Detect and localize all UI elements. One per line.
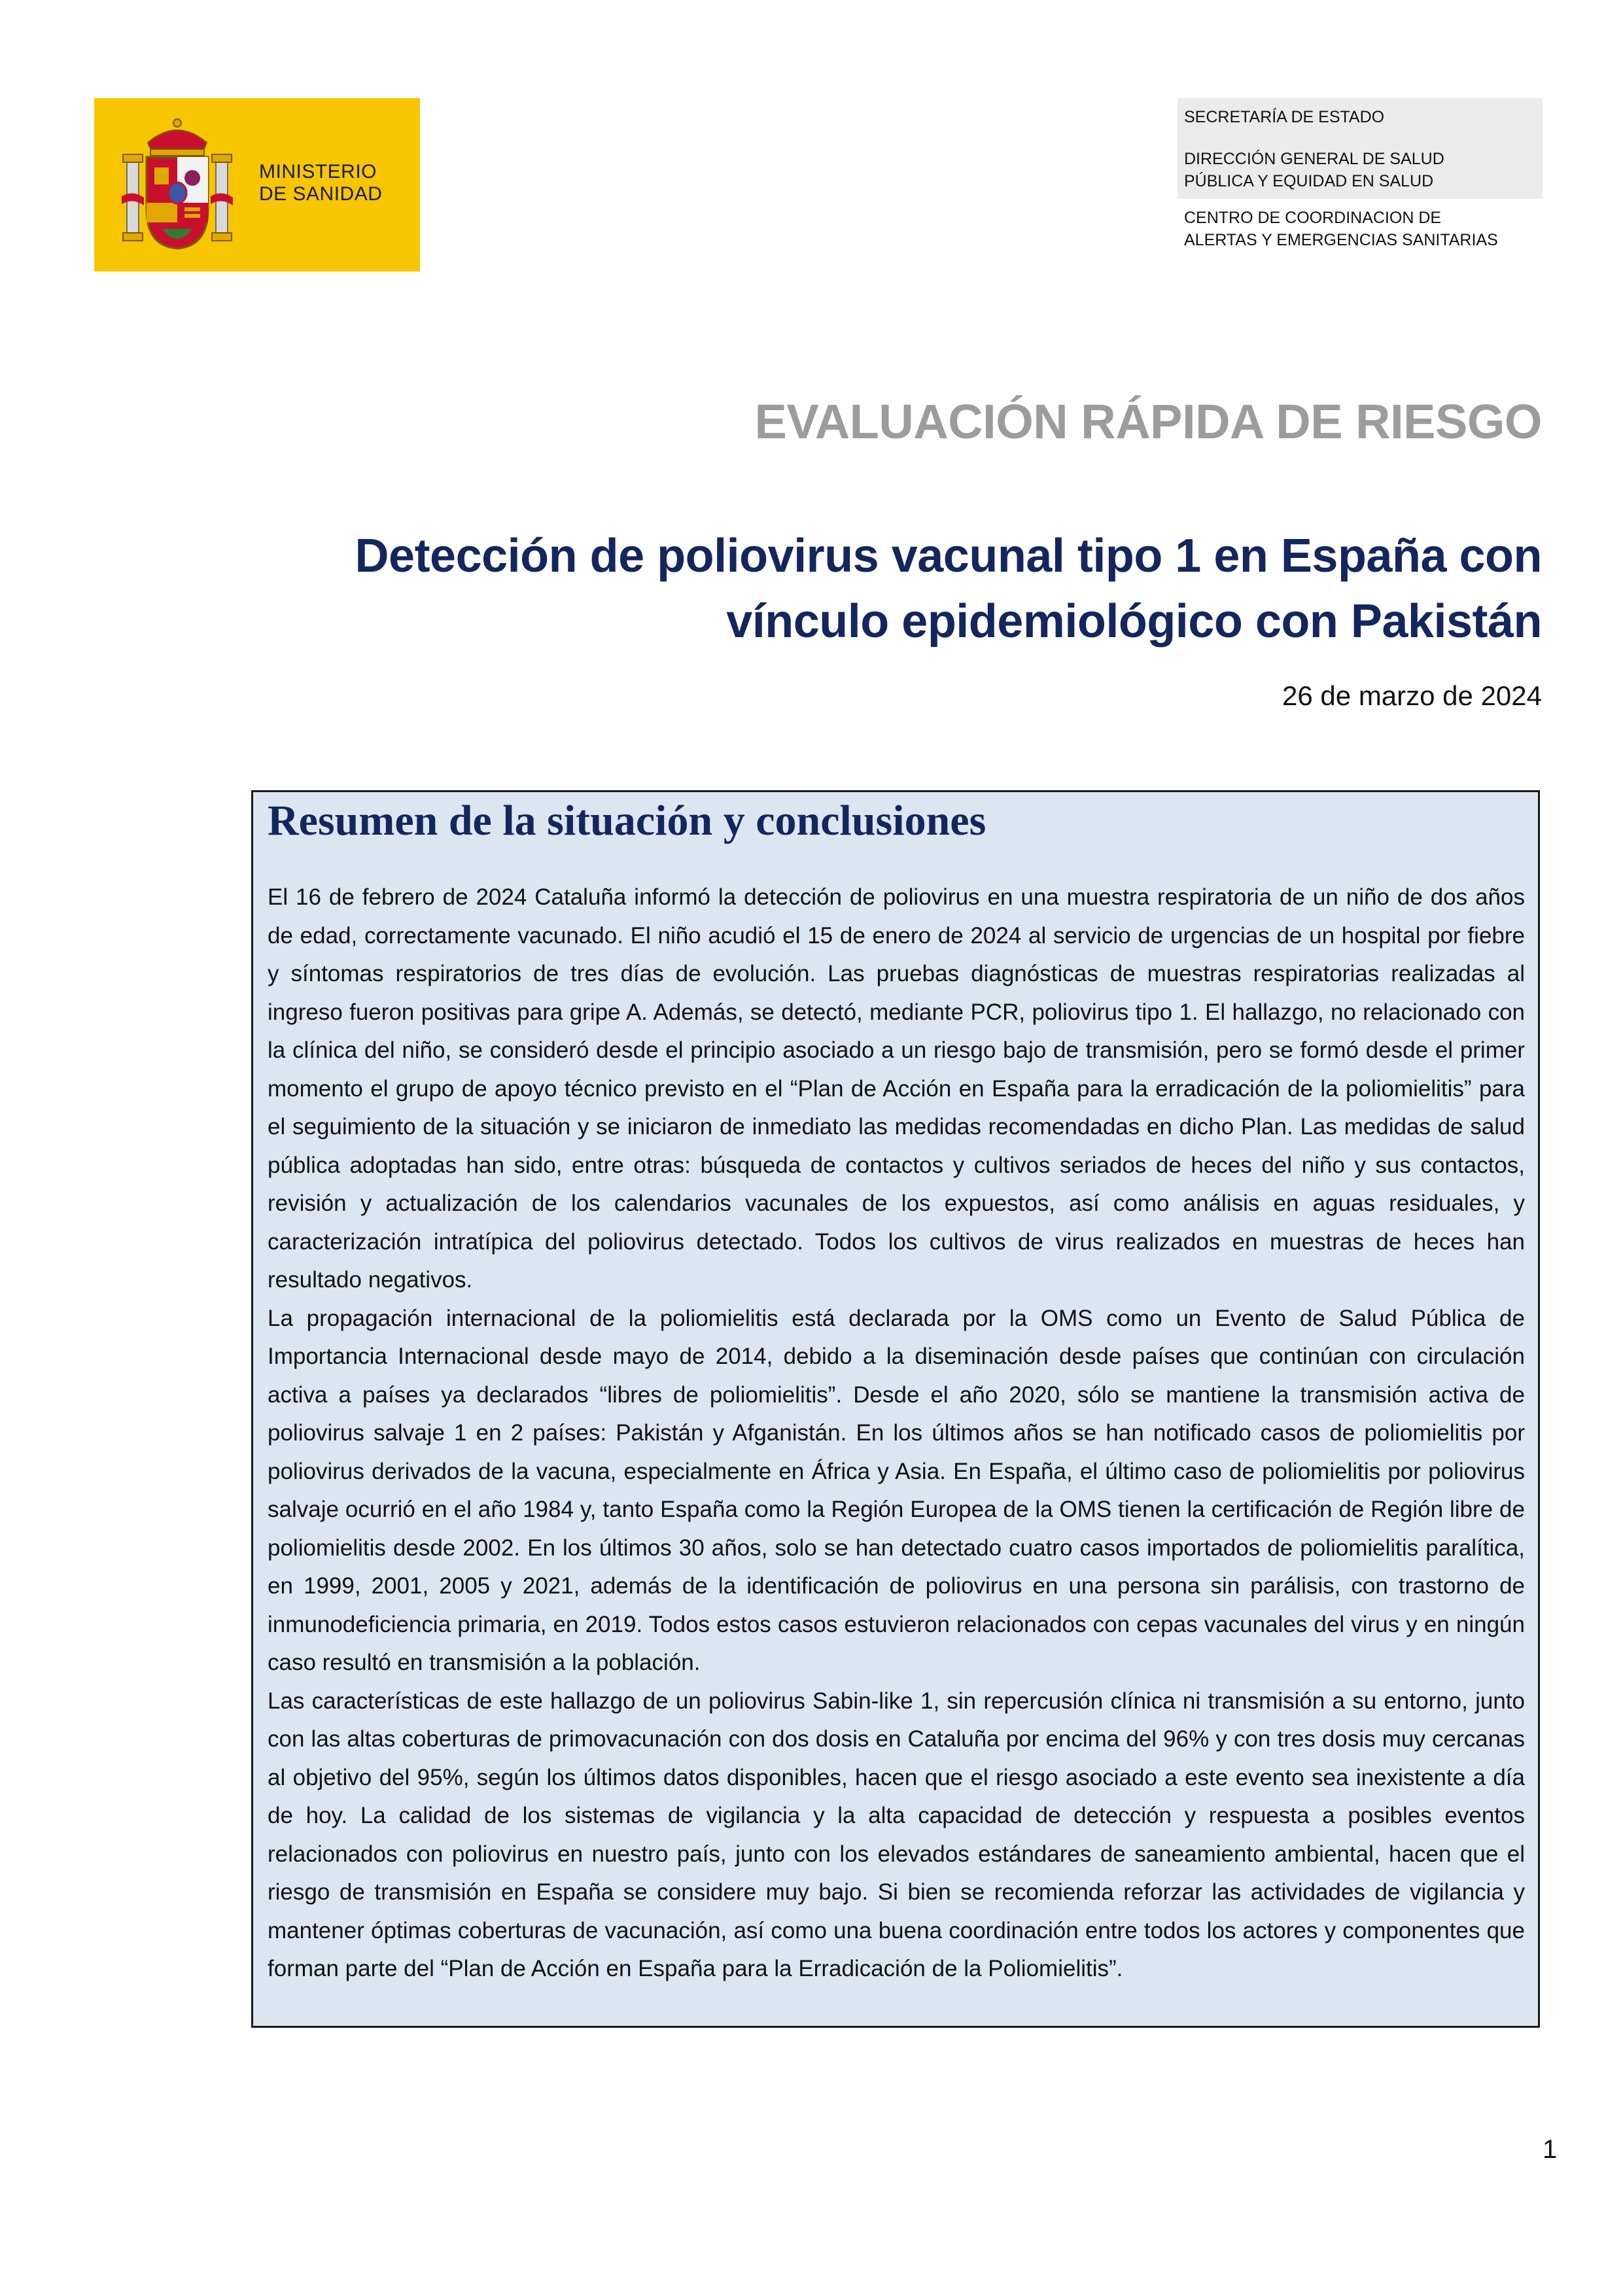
page-number: 1 — [1543, 2135, 1558, 2164]
ministry-name-line1: MINISTERIO — [259, 161, 377, 183]
summary-heading: Resumen de la situación y conclusiones — [268, 797, 986, 844]
ministry-name-line2: DE SANIDAD — [259, 183, 383, 205]
document-title — [201, 523, 1542, 654]
direccion-line1: DIRECCIÓN GENERAL DE SALUD — [1184, 150, 1444, 168]
ministry-name — [259, 161, 416, 205]
direccion-general-label — [1184, 148, 1444, 192]
document-date: 26 de marzo de 2024 — [1282, 680, 1542, 711]
summary-paragraph: El 16 de febrero de 2024 Cataluña informó la detección de poliovirus en una muestra respiratoria de un niño de dos años de edad, correctamente vacunado. El niño acudió el 15 de enero de 2024 al servicio de urgencias de un hospital por fiebre y síntomas respiratorios de tres días de evolución. Las pruebas diagnósticas de muestras respiratorias realizadas al ingreso fueron positivas para gripe A. Además, se detectó, mediante PCR, poliovirus tipo 1. El hallazgo, no relacionado con la clínica del niño, se consideró desde el principio asociado a un riesgo bajo de transmisión, pero se formó desde el primer momento el grupo de apoyo técnico previsto en el “Plan de Acción en España para la erradicación de la poliomielitis” para el seguimiento de la situación y se iniciaron de inmediato las medidas recomendadas en dicho Plan. Las medidas de salud pública adoptadas han sido, entre otras: búsqueda de contactos y cultivos seriados de heces del niño y sus contactos, revisión y actualización de los calendarios vacunales de los expuestos, así como análisis en aguas residuales, y caracterización intratípica del poliovirus detectado. Todos los cultivos de virus realizados en muestras de heces han resultado negativos. — [268, 884, 1525, 1293]
summary-box — [251, 790, 1540, 2028]
centro-line1: CENTRO DE COORDINACION DE — [1184, 209, 1442, 227]
direccion-line2: PÚBLICA Y EQUIDAD EN SALUD — [1184, 172, 1434, 190]
summary-body — [268, 878, 1525, 1989]
document-kind: EVALUACIÓN RÁPIDA DE RIESGO — [754, 394, 1542, 449]
summary-paragraph: Las características de este hallazgo de un poliovirus Sabin-like 1, sin repercusión clínica ni transmisión a su entorno, junto con las altas coberturas de primovacunación con dos dosis en Cataluña por encima del 96% y con tres dosis muy cercanas al objetivo del 95%, según los últimos datos disponibles, hacen que el riesgo asociado a este evento sea inexistente a día de hoy. La calidad de los sistemas de vigilancia y la alta capacidad de detección y respuesta a posibles eventos relacionados con poliovirus en nuestro país, junto con los elevados estándares de saneamiento ambiental, hacen que el riesgo de transmisión en España se considere muy bajo. Si bien se recomienda reforzar las actividades de vigilancia y mantener óptimas coberturas de vacunación, así como una buena coordinación entre todos los actores y componentes que forman parte del “Plan de Acción en España para la Erradicación de la Poliomielitis”. — [268, 1688, 1525, 1981]
ministry-logo — [94, 98, 420, 271]
spain-coat-of-arms-icon — [122, 118, 233, 252]
document-title-line2: vínculo epidemiológico con Pakistán — [726, 595, 1542, 648]
document-title-line1: Detección de poliovirus vacunal tipo 1 en España con — [355, 530, 1542, 582]
centro-line2: ALERTAS Y EMERGENCIAS SANITARIAS — [1184, 231, 1498, 249]
centro-coordinacion-label — [1184, 207, 1498, 251]
summary-paragraph: La propagación internacional de la poliomielitis está declarada por la OMS como un Evento de Salud Pública de Importancia Internacional desde mayo de 2014, debido a la diseminación desde países que continúan con circulación activa a países ya declarados “libres de poliomielitis”. Desde el año 2020, sólo se mantiene la transmisión activa de poliovirus salvaje 1 en 2 países: Pakistán y Afganistán. En los últimos años se han notificado casos de poliomielitis por poliovirus derivados de la vacuna, especialmente en África y Asia. En España, el último caso de poliomielitis por poliovirus salvaje ocurrió en el año 1984 y, tanto España como la Región Europea de la OMS tienen la certificación de Región libre de poliomielitis desde 2002. En los últimos 30 años, solo se han detectado cuatro casos importados de poliomielitis paralítica, en 1999, 2001, 2005 y 2021, además de la identificación de poliovirus en una persona sin parálisis, con trastorno de inmunodeficiencia primaria, en 2019. Todos estos casos estuvieron relacionados con cepas vacunales del virus y en ningún caso resultó en transmisión a la población. — [268, 1305, 1525, 1675]
secretaria-label: SECRETARÍA DE ESTADO — [1184, 108, 1385, 126]
